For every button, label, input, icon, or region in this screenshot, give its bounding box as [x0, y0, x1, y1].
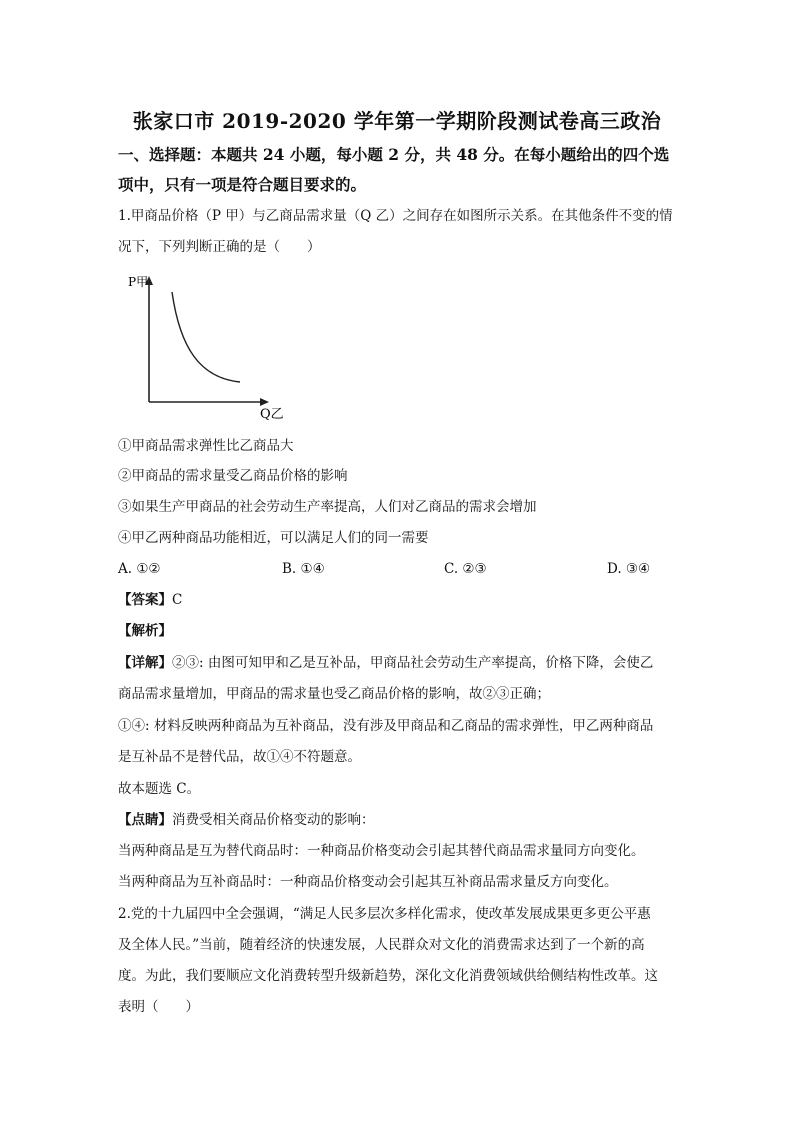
- q1-detail-line2: 商品需求量增加，甲商品的需求量也受乙商品价格的影响，故②③正确；: [118, 686, 550, 702]
- q2-line2: 及全体人民。”当前，随着经济的快速发展，人民群众对文化的消费需求达到了一个新的高: [118, 937, 645, 953]
- q1-option-d: D. ③④: [607, 561, 651, 577]
- q2-line3: 度。为此，我们要顺应文化消费转型升级新趋势，深化文化消费领域供给侧结构性改革。这: [118, 968, 658, 984]
- analysis-tag: 【解析】: [118, 623, 172, 639]
- tip-tag: 【点睛】: [118, 812, 172, 828]
- y-axis-label: P甲: [128, 275, 149, 289]
- tip-text: 消费受相关商品价格变动的影响：: [172, 812, 375, 828]
- page-title: 张家口市 2019-2020 学年第一学期阶段测试卷高三政治: [132, 109, 662, 133]
- q1-statement-2: ②甲商品的需求量受乙商品价格的影响: [118, 468, 348, 484]
- demand-price-graph: [120, 268, 300, 428]
- answer-tag: 【答案】: [118, 592, 172, 608]
- q1-stem-line2: 况下，下列判断正确的是（ ）: [118, 239, 321, 255]
- section-header-line2: 项中，只有一项是符合题目要求的。: [118, 175, 367, 194]
- q1-option-b: B. ①④: [282, 561, 325, 577]
- answer-value: C: [172, 592, 183, 608]
- q1-tip-line2: 当两种商品为互补商品时：一种商品价格变动会引起其互补商品需求量反方向变化。: [118, 874, 618, 890]
- q1-option-c: C. ②③: [444, 561, 487, 577]
- q2-line1: 2.党的十九届四中全会强调，“满足人民多层次多样化需求，使改革发展成果更多更公平惠: [118, 906, 651, 922]
- x-axis-arrow: [260, 398, 269, 406]
- q1-detail-line1: [118, 653, 653, 673]
- q2-line4: 表明（ ）: [118, 999, 199, 1015]
- detail-tag: 【详解】: [118, 655, 172, 671]
- q1-tip-line1: 当两种商品是互为替代商品时：一种商品价格变动会引起其替代商品需求量同方向变化。: [118, 843, 645, 859]
- q1-detail-line4: 是互补品不是替代品，故①④不符题意。: [118, 749, 361, 765]
- q1-stem-line1: 1.甲商品价格（P 甲）与乙商品需求量（Q 乙）之间存在如图所示关系。在其他条件不变的情: [118, 208, 673, 224]
- detail-text: ②③: 由图可知甲和乙是互补品，甲商品社会劳动生产率提高，价格下降，会使乙: [172, 655, 654, 671]
- x-axis-label: Q乙: [260, 407, 284, 422]
- q1-answer: [118, 590, 182, 610]
- q1-statement-1: ①甲商品需求弹性比乙商品大: [118, 438, 294, 454]
- q1-conclusion: 故本题选 C。: [118, 781, 201, 797]
- q1-statement-3: ③如果生产甲商品的社会劳动生产率提高，人们对乙商品的需求会增加: [118, 499, 537, 515]
- q1-tip: [118, 810, 375, 830]
- q1-statement-4: ④甲乙两种商品功能相近，可以满足人们的同一需要: [118, 530, 429, 546]
- section-header-line1: 一、选择题：本题共 24 小题，每小题 2 分，共 48 分。在每小题给出的四个选: [118, 145, 670, 164]
- q1-detail-line3: ①④: 材料反映两种商品为互补商品，没有涉及甲商品和乙商品的需求弹性，甲乙两种商品: [118, 718, 654, 734]
- q1-option-a: A. ①②: [118, 561, 161, 577]
- demand-curve: [172, 292, 240, 382]
- q1-analysis-tag: [118, 621, 172, 641]
